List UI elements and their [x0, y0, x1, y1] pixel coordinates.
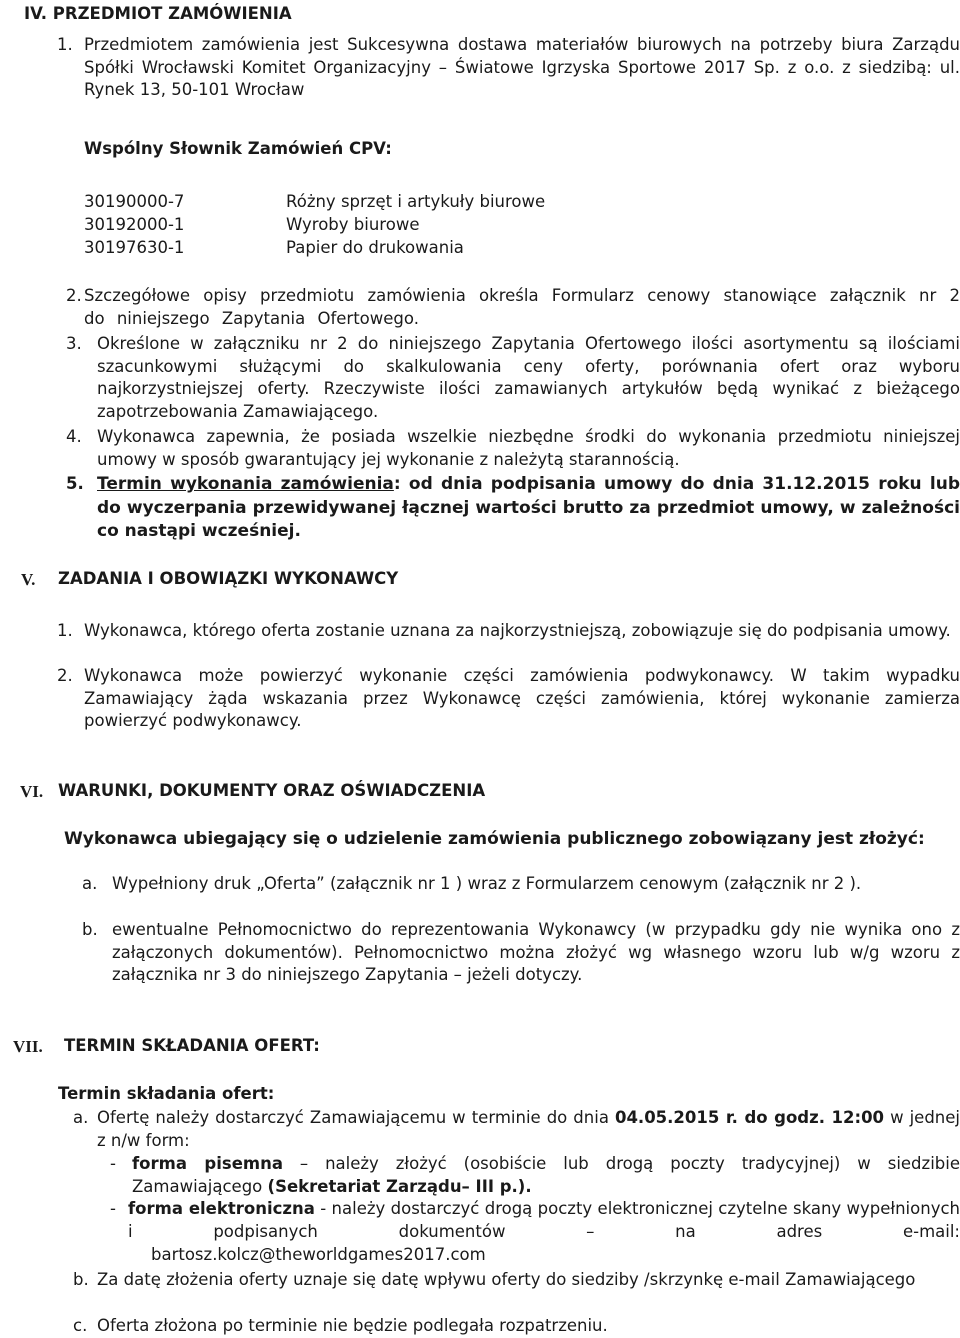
s7-forma-elektroniczna — [128, 1198, 960, 1243]
s5-item2-number: 2. — [57, 666, 73, 685]
s7-email: bartosz.kolcz@theworldgames2017.com — [151, 1245, 486, 1264]
s4-item2-text: Szczegółowe opisy przedmiotu zamówienia określa Formularz cenowy stanowiące załącznik nr 2 do niniejszego Zapytania Ofertowego. — [84, 286, 960, 328]
s4-item4-number: 4. — [66, 427, 82, 446]
section-vii-heading: TERMIN SKŁADANIA OFERT: — [64, 1036, 320, 1055]
s5-item1-text: Wykonawca, którego oferta zostanie uznana za najkorzystniejszą, zobowiązuje się do podpisania umowy. — [84, 621, 951, 640]
s4-item3-text: Określone w załączniku nr 2 do niniejszego Zapytania Ofertowego ilości asortymentu są ilościami szacunkowymi służącymi do skalkulowania ceny oferty, porównania ofert oraz wyboru najkorzystniejszej oferty. Rzeczywiste ilości zamawianych artykułów będą wynikać z bieżącego zapotrzebowania Zamawiającego. — [97, 334, 960, 421]
s4-item2-number: 2. — [66, 286, 82, 305]
s6-b-letter: b. — [82, 920, 98, 939]
s4-item3-number: 3. — [66, 334, 82, 353]
section-vi-roman: VI. — [20, 782, 44, 801]
s7-a-text-part: Ofertę należy dostarczyć Zamawiającemu w terminie do dnia — [97, 1108, 615, 1127]
s7-b-letter: b. — [73, 1270, 89, 1289]
s7-a-deadline: 04.05.2015 r. do godz. 12:00 — [614, 1108, 885, 1127]
s6-intro: Wykonawca ubiegający się o udzielenie zamówienia publicznego zobowiązany jest złożyć: — [64, 829, 925, 849]
s7-forma-pisemna-label: forma pisemna — [132, 1154, 283, 1173]
section-vii-roman: VII. — [13, 1037, 43, 1056]
s7-c-text: Oferta złożona po terminie nie będzie podlegała rozpatrzeniu. — [97, 1316, 608, 1335]
s7-a-letter: a. — [73, 1108, 89, 1127]
s7-b-text: Za datę złożenia oferty uznaje się datę wpływu oferty do siedziby /skrzynkę e-mail Zamawiającego — [97, 1270, 916, 1289]
s7-c-letter: c. — [73, 1316, 88, 1335]
s6-b-text: ewentualne Pełnomocnictwo do reprezentowania Wykonawcy (w przypadku gdy nie wynika ono z załączonych dokumentów). Pełnomocnictwo można złożyć wg własnego wzoru lub w/g wzoru z załącznika nr 3 do niniejszego Zapytania – jeżeli dotyczy. — [112, 920, 960, 984]
s5-item1-number: 1. — [57, 621, 73, 640]
cpv-code: 30190000-7 — [84, 192, 185, 211]
s7-forma-elektroniczna-text: - należy dostarczyć drogą poczty elektronicznej czytelne skany wypełnionych i podpisanych dokumentów – na adres e-mail: — [128, 1199, 960, 1241]
s7-a-text — [97, 1107, 960, 1152]
s7-a-text-part: w jednej z n/w form: — [97, 1108, 960, 1150]
s4-item5-number: 5. — [66, 474, 84, 493]
cpv-code: 30192000-1 — [84, 215, 185, 234]
cpv-title: Wspólny Słownik Zamówień CPV: — [84, 139, 392, 158]
cpv-desc: Wyroby biurowe — [286, 215, 420, 234]
s7-dash: - — [110, 1199, 116, 1218]
s4-item1-text: Przedmiotem zamówienia jest Sukcesywna dostawa materiałów biurowych na potrzeby biura Zarządu Spółki Wrocławski Komitet Organizacyjny – Światowe Igrzyska Sportowe 2017 Sp. z o.o. z siedzibą: ul. Rynek 13, 50-101 Wrocław — [84, 35, 960, 99]
s7-forma-pisemna-text: – należy złożyć (osobiście lub drogą poczty tradycyjnej) w siedzibie Zamawiającego — [132, 1154, 960, 1196]
s4-item5-text — [97, 473, 960, 544]
section-v-roman: V. — [21, 570, 36, 589]
s4-item5-rest: : od dnia podpisania umowy do dnia 31.12.2015 roku lub do wyczerpania przewidywanej łącznej wartości brutto za przedmiot umowy, w zależności co nastąpi wcześniej. — [97, 474, 960, 541]
s6-a-letter: a. — [82, 874, 98, 893]
s5-item2-text: Wykonawca może powierzyć wykonanie części zamówienia podwykonawcy. W takim wypadku Zamawiający żąda wskazania przez Wykonawcę części zamówienia, której wykonanie zamierza powierzyć podwykonawcy. — [84, 666, 960, 730]
cpv-desc: Różny sprzęt i artykuły biurowe — [286, 192, 546, 211]
s7-forma-elektroniczna-label: forma elektroniczna — [128, 1199, 315, 1218]
s4-item4-text: Wykonawca zapewnia, że posiada wszelkie niezbędne środki do wykonania przedmiotu niniejszej umowy w sposób gwarantujący jej wykonanie z należytą starannością. — [97, 427, 960, 469]
s7-forma-pisemna-location: (Sekretariat Zarządu– III p.). — [267, 1176, 532, 1196]
s6-a-text: Wypełniony druk „Oferta” (załącznik nr 1 ) wraz z Formularzem cenowym (załącznik nr 2 ). — [112, 874, 862, 893]
section-v-heading: ZADANIA I OBOWIĄZKI WYKONAWCY — [58, 569, 399, 588]
section-vi-heading: WARUNKI, DOKUMENTY ORAZ OŚWIADCZENIA — [58, 781, 486, 800]
s7-dash: - — [110, 1154, 116, 1173]
s4-item1-number: 1. — [57, 35, 73, 54]
s7-forma-pisemna — [132, 1153, 960, 1198]
s7-subheading: Termin składania ofert: — [58, 1084, 275, 1103]
section-iv-heading: IV. PRZEDMIOT ZAMÓWIENIA — [24, 4, 292, 23]
cpv-code: 30197630-1 — [84, 238, 185, 257]
cpv-desc: Papier do drukowania — [286, 238, 464, 257]
s4-item5-underlined: Termin wykonania zamówienia — [97, 474, 394, 494]
